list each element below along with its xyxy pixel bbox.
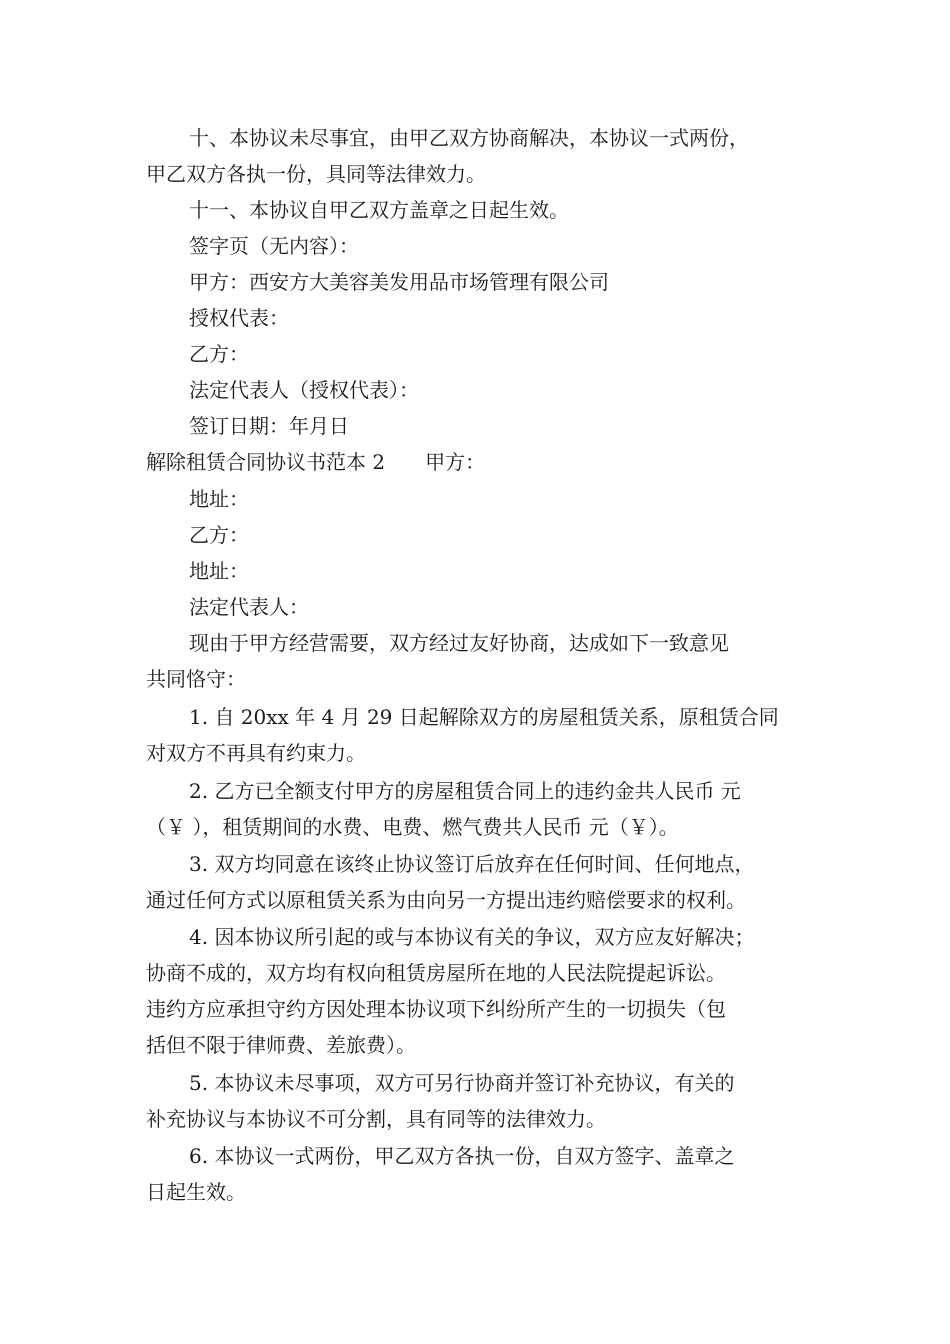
item-5-line-1: 5. 本协议未尽事项，双方可另行协商并签订补充协议，有关的 <box>189 1071 735 1095</box>
preamble-line-1: 现由于甲方经营需要，双方经过友好协商，达成如下一致意见 <box>189 631 729 655</box>
item-2-line-1: 2. 乙方已全额支付甲方的房屋租赁合同上的违约金共人民币 元 <box>189 779 741 803</box>
item-3-line-1: 3. 双方均同意在该终止协议签订后放弃在任何时间、任何地点， <box>189 852 755 876</box>
party-a-label-2: 甲方： <box>425 450 486 474</box>
item-4-line-2: 协商不成的，双方均有权向租赁房屋所在地的人民法院提起诉讼。 <box>146 961 726 985</box>
sign-date-label: 签订日期：年月日 <box>189 414 349 438</box>
item-1-line-1: 1. 自 20xx 年 4 月 29 日起解除双方的房屋租赁关系，原租赁合同 <box>189 705 779 729</box>
address-label-a: 地址： <box>189 487 249 511</box>
party-b-label: 乙方： <box>189 342 249 366</box>
item-3-line-2: 通过任何方式以原租赁关系为由向另一方提出违约赔偿要求的权利。 <box>146 888 746 912</box>
item-6-line-2: 日起生效。 <box>146 1180 246 1204</box>
template-title: 解除租赁合同协议书范本 2 <box>146 450 386 474</box>
clause-11: 十一、本协议自甲乙双方盖章之日起生效。 <box>189 198 569 222</box>
item-4-line-3: 违约方应承担守约方因处理本协议项下纠纷所产生的一切损失（包 <box>146 997 726 1021</box>
party-b-label-2: 乙方： <box>189 523 249 547</box>
legal-rep-label-2: 法定代表人： <box>189 595 309 619</box>
party-a-name: 甲方：西安方大美容美发用品市场管理有限公司 <box>189 270 609 294</box>
address-label-b: 地址： <box>189 559 249 583</box>
item-4-line-4: 括但不限于律师费、差旅费）。 <box>146 1033 416 1057</box>
signature-page-note: 签字页（无内容）： <box>189 234 359 258</box>
legal-rep-label: 法定代表人（授权代表）： <box>189 378 419 402</box>
item-5-line-2: 补充协议与本协议不可分割，具有同等的法律效力。 <box>146 1107 606 1131</box>
item-4-line-1: 4. 因本协议所引起的或与本协议有关的争议，双方应友好解决； <box>189 925 755 949</box>
clause-10-line-2: 甲乙双方各执一份，具同等法律效力。 <box>146 162 486 186</box>
authorized-rep-label: 授权代表： <box>189 306 289 330</box>
preamble-line-2: 共同恪守： <box>146 667 246 691</box>
clause-10-line-1: 十、本协议未尽事宜，由甲乙双方协商解决，本协议一式两份， <box>189 126 749 150</box>
template-heading-line <box>0 447 950 477</box>
item-6-line-1: 6. 本协议一式两份，甲乙双方各执一份，自双方签字、盖章之 <box>189 1144 735 1168</box>
item-1-line-2: 对双方不再具有约束力。 <box>146 741 366 765</box>
item-2-line-2: （￥ ），租赁期间的水费、电费、燃气费共人民币 元（￥）。 <box>146 815 679 839</box>
